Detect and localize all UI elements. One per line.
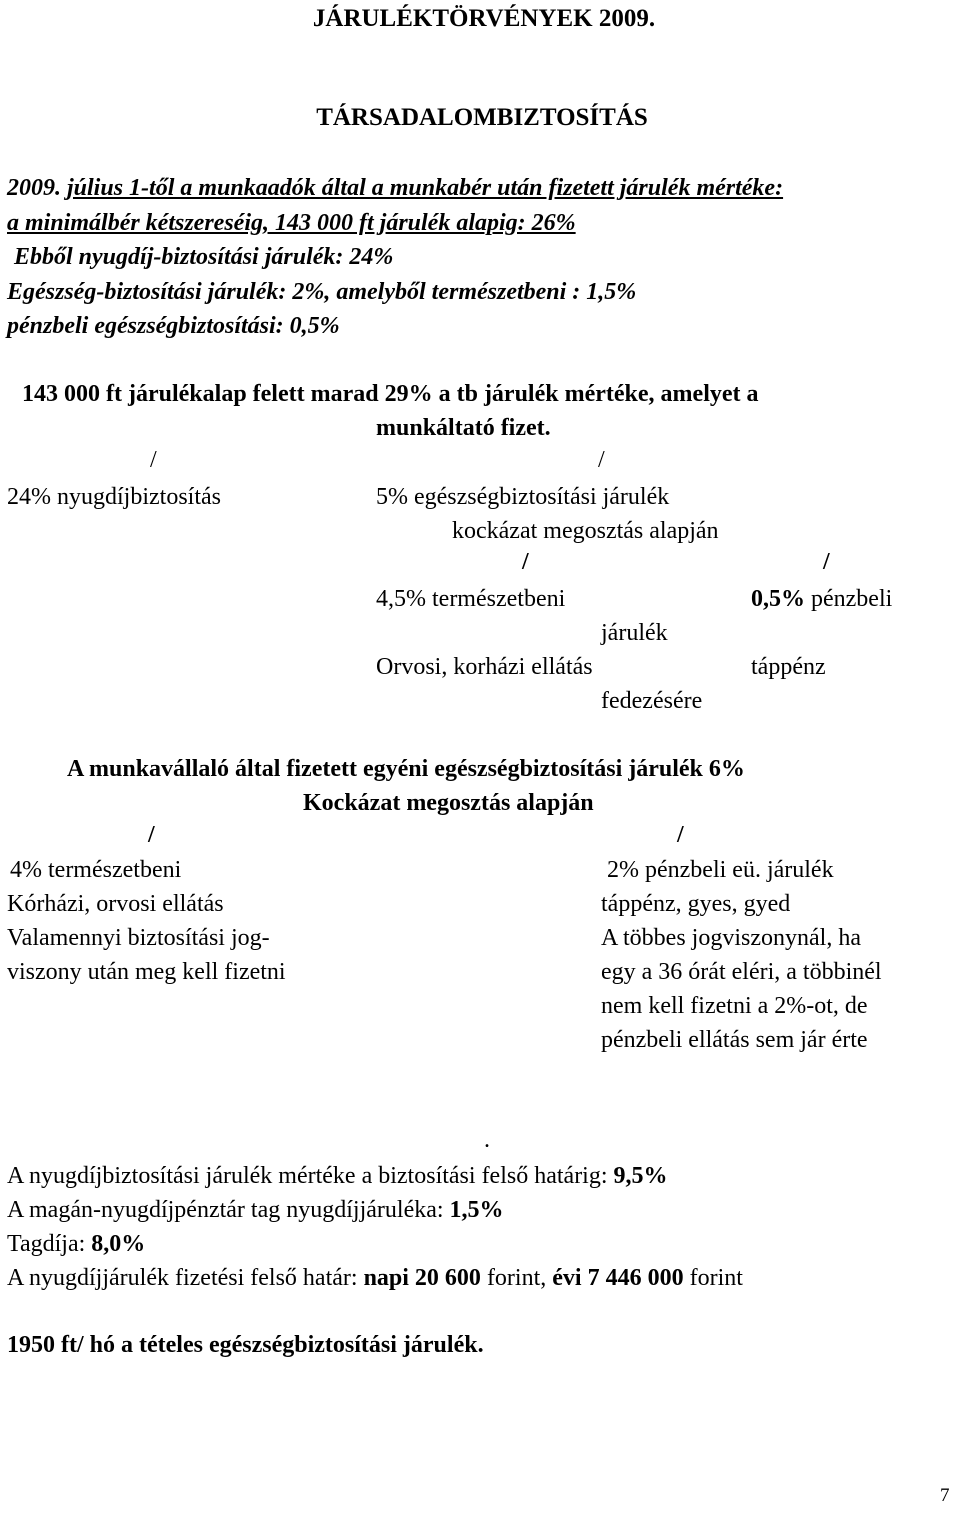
employee-heading: A munkavállaló által fizetett egyéni egészségbiztosítási járulék 6% [67, 756, 745, 782]
employer-in-kind-use: Orvosi, korházi ellátás [376, 654, 593, 680]
employee-left-line: Kórházi, orvosi ellátás [7, 891, 224, 917]
pension-line-2 [7, 1198, 504, 1222]
employee-right-line: A többes jogviszonynál, ha [601, 925, 861, 951]
pension-line-3-value: 8,0% [91, 1231, 146, 1257]
slash-left: / [150, 447, 157, 473]
employer-contribution: járulék [601, 620, 668, 646]
employer-cash-use: táppénz [751, 654, 826, 680]
intro-line-3: Ebből nyugdíj-biztosítási járulék: 24% [14, 244, 394, 270]
pension-line-4 [7, 1266, 743, 1290]
employee-right-line: 2% pénzbeli eü. járulék [607, 857, 834, 883]
pension-line-4-mid: forint, [480, 1265, 553, 1291]
employer-cash [751, 587, 892, 611]
pension-line-4-end: forint [683, 1265, 743, 1291]
slash-health-right: / [823, 549, 830, 575]
employer-cash-percent: 0,5% [751, 586, 805, 612]
flat-fee-line: 1950 ft/ hó a tételes egészségbiztosítási járulék. [7, 1332, 484, 1358]
pension-line-1 [7, 1164, 668, 1188]
pension-line-4-daily: napi 20 600 [363, 1265, 481, 1291]
pension-line-4-yearly: évi 7 446 000 [552, 1265, 684, 1291]
section-title: TÁRSADALOMBIZTOSÍTÁS [316, 104, 648, 131]
pension-line-4-text: A nyugdíjjárulék fizetési felső határ: [7, 1265, 364, 1291]
slash-health-left: / [522, 549, 529, 575]
employer-in-kind-use-2: fedezésére [601, 688, 703, 714]
employer-health-sub: kockázat megosztás alapján [452, 518, 719, 544]
pension-line-2-text: A magán-nyugdíjpénztár tag nyugdíjjáruléka: [7, 1197, 450, 1223]
employee-right-line: táppénz, gyes, gyed [601, 891, 791, 917]
employee-left-line: 4% természetbeni [10, 857, 182, 883]
employee-left-line: Valamennyi biztosítási jog- [7, 925, 270, 951]
above-cap-line-1: 143 000 ft járulékalap felett marad 29% a tb járulék mértéke, amelyet a [22, 381, 759, 407]
employer-health: 5% egészségbiztosítási járulék [376, 484, 670, 510]
intro-underlined-text: július 1-től a munkaadók által a munkabér után fizetett járulék mértéke: [67, 175, 784, 201]
page-title: JÁRULÉKTÖRVÉNYEK 2009. [312, 5, 656, 32]
intro-line-1 [7, 176, 783, 200]
pension-line-1-text: A nyugdíjbiztosítási járulék mértéke a biztosítási felső határig: [7, 1163, 614, 1189]
page-number: 7 [940, 1485, 950, 1506]
employee-left-line: viszony után meg kell fizetni [7, 959, 286, 985]
employee-subheading: Kockázat megosztás alapján [303, 790, 594, 816]
pension-line-3-text: Tagdíja: [7, 1231, 92, 1257]
intro-line-2: a minimálbér kétszereséig, 143 000 ft járulék alapig: 26% [7, 210, 576, 236]
intro-line-4: Egészség-biztosítási járulék: 2%, amelyből természetbeni : 1,5% [7, 279, 637, 305]
slash-employee-left: / [148, 822, 155, 848]
slash-right: / [598, 447, 605, 473]
pension-line-3 [7, 1232, 145, 1256]
separator-dot: . [484, 1127, 490, 1153]
employer-cash-word: pénzbeli [805, 586, 893, 612]
slash-employee-right: / [677, 822, 684, 848]
employer-in-kind: 4,5% természetbeni [376, 586, 566, 612]
intro-line-5: pénzbeli egészségbiztosítási: 0,5% [7, 313, 340, 339]
intro-year: 2009. [7, 175, 61, 201]
above-cap-line-2: munkáltató fizet. [376, 415, 551, 441]
pension-line-1-value: 9,5% [613, 1163, 668, 1189]
employee-right-line: egy a 36 órát eléri, a többinél [601, 959, 882, 985]
employee-right-line: pénzbeli ellátás sem jár érte [601, 1027, 868, 1053]
employee-right-line: nem kell fizetni a 2%-ot, de [601, 993, 868, 1019]
employer-pension: 24% nyugdíjbiztosítás [7, 484, 221, 510]
pension-line-2-value: 1,5% [449, 1197, 504, 1223]
